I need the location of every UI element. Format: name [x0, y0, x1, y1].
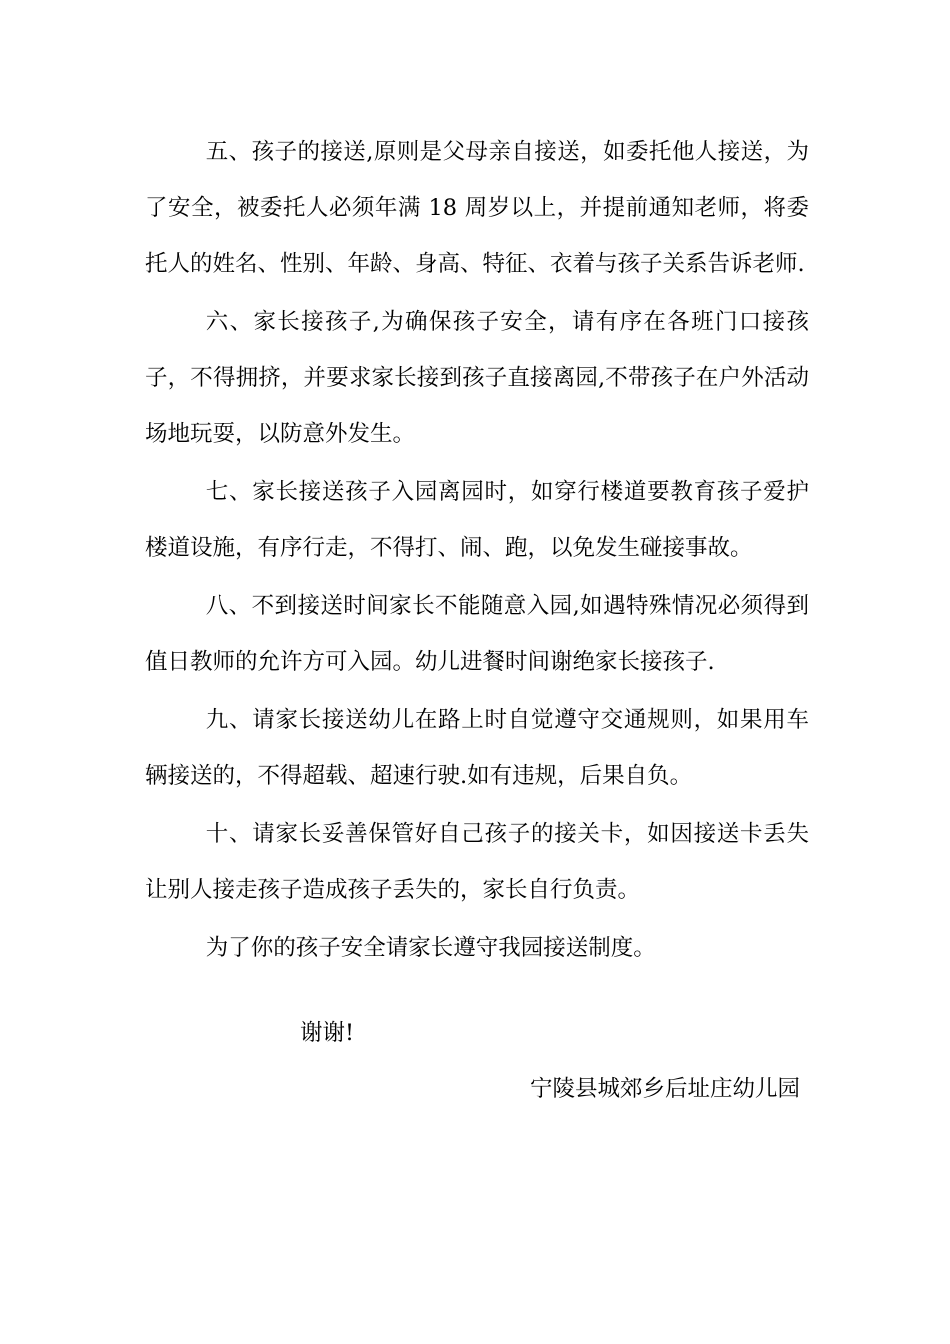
paragraph-rule-6: 六、家长接孩子,为确保孩子安全，请有序在各班门口接孩子，不得拥挤，并要求家长接到孩子直接离园,不带孩子在户外活动场地玩耍，以防意外发生。: [145, 309, 809, 447]
paragraph-rule-10: 十、请家长妥善保管好自己孩子的接关卡，如因接送卡丢失让别人接走孩子造成孩子丢失的，家长自行负责。: [145, 821, 809, 903]
paragraph-rule-5: 五、孩子的接送,原则是父母亲自接送，如委托他人接送，为了安全，被委托人必须年满 18 周岁以上，并提前通知老师，将委托人的姓名、性别、年龄、身高、特征、衣着与孩子关系告诉老师.: [145, 139, 809, 277]
document-body: [145, 124, 809, 976]
thanks-line: 谢谢!: [300, 1020, 355, 1046]
paragraph-closing: 为了你的孩子安全请家长遵守我园接送制度。: [205, 935, 656, 961]
paragraph-rule-7: 七、家长接送孩子入园离园时，如穿行楼道要教育孩子爱护楼道设施，有序行走，不得打、闹、跑，以免发生碰接事故。: [145, 479, 809, 561]
paragraph-rule-9: 九、请家长接送幼儿在路上时自觉遵守交通规则，如果用车辆接送的，不得超载、超速行驶.如有违规，后果自负。: [145, 707, 809, 789]
signature-line: 宁陵县城郊乡后址庄幼儿园: [529, 1076, 800, 1102]
paragraph-rule-8: 八、不到接送时间家长不能随意入园,如遇特殊情况必须得到值日教师的允许方可入园。幼儿进餐时间谢绝家长接孩子.: [145, 593, 809, 675]
